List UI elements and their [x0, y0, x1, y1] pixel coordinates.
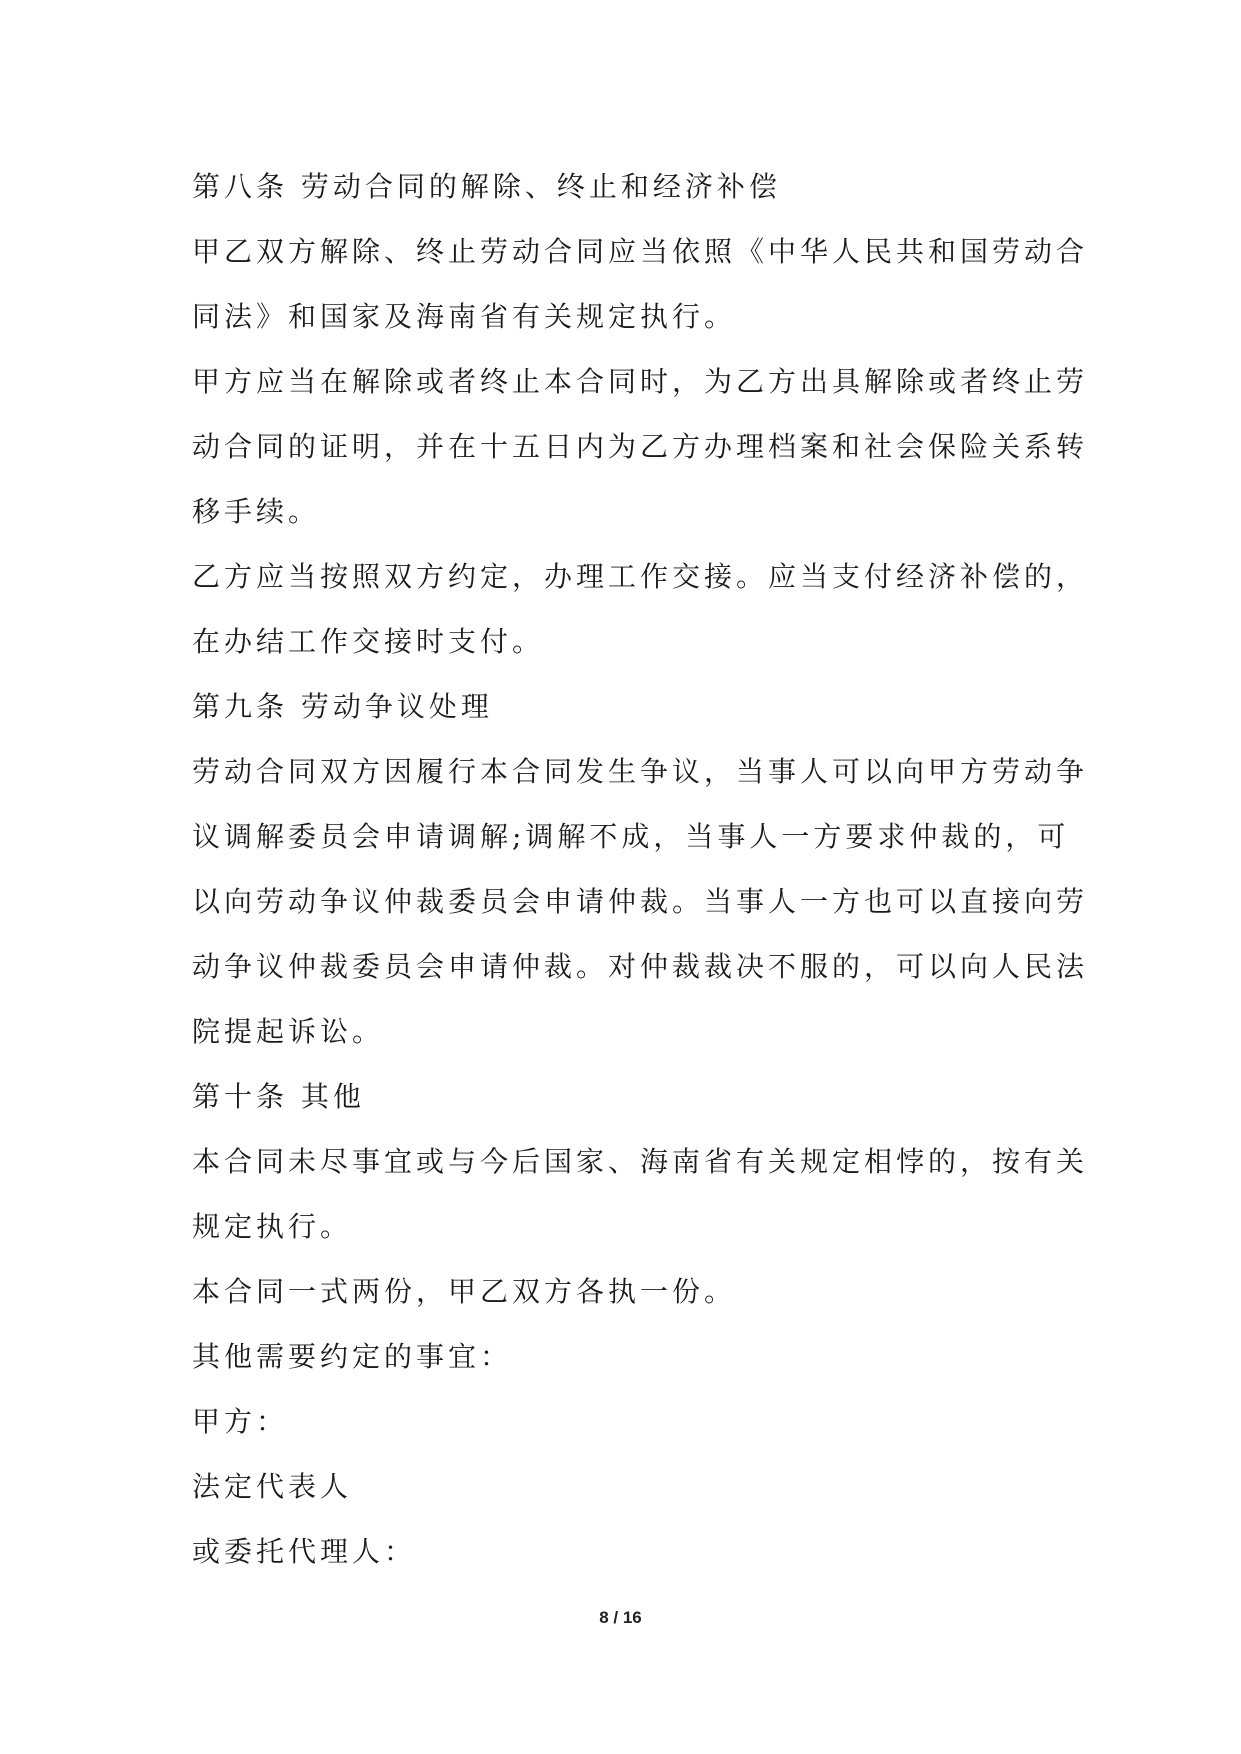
paragraph-line: 以向劳动争议仲裁委员会申请仲裁。当事人一方也可以直接向劳 [192, 885, 1089, 918]
article-9-heading: 第九条 劳动争议处理 [192, 690, 493, 723]
paragraph-line: 劳动合同双方因履行本合同发生争议，当事人可以向甲方劳动争 [192, 755, 1089, 788]
authorized-agent-label: 或委托代理人： [192, 1535, 417, 1568]
paragraph-line: 乙方应当按照双方约定，办理工作交接。应当支付经济补偿的， [192, 560, 1089, 593]
paragraph-line: 规定执行。 [192, 1210, 353, 1243]
paragraph-line: 移手续。 [192, 495, 321, 528]
article-8-heading: 第八条 劳动合同的解除、终止和经济补偿 [192, 170, 781, 203]
paragraph-line: 同法》和国家及海南省有关规定执行。 [192, 300, 737, 333]
party-a-label: 甲方： [192, 1405, 289, 1438]
paragraph-line: 本合同未尽事宜或与今后国家、海南省有关规定相悖的，按有关 [192, 1145, 1089, 1178]
paragraph-line: 甲方应当在解除或者终止本合同时，为乙方出具解除或者终止劳 [192, 365, 1089, 398]
paragraph-line: 在办结工作交接时支付。 [192, 625, 545, 658]
document-body [192, 154, 1089, 1584]
legal-representative-label: 法定代表人 [192, 1470, 353, 1503]
paragraph-line: 议调解委员会申请调解;调解不成，当事人一方要求仲裁的，可 [192, 820, 1070, 853]
article-10-heading: 第十条 其他 [192, 1080, 365, 1113]
page-number: 8 / 16 [599, 1608, 642, 1627]
paragraph-line: 本合同一式两份，甲乙双方各执一份。 [192, 1275, 737, 1308]
paragraph-line: 动合同的证明，并在十五日内为乙方办理档案和社会保险关系转 [192, 430, 1089, 463]
paragraph-line: 院提起诉讼。 [192, 1015, 385, 1048]
paragraph-line: 甲乙双方解除、终止劳动合同应当依照《中华人民共和国劳动合 [192, 235, 1089, 268]
paragraph-line: 其他需要约定的事宜： [192, 1340, 513, 1373]
paragraph-line: 动争议仲裁委员会申请仲裁。对仲裁裁决不服的，可以向人民法 [192, 950, 1089, 983]
